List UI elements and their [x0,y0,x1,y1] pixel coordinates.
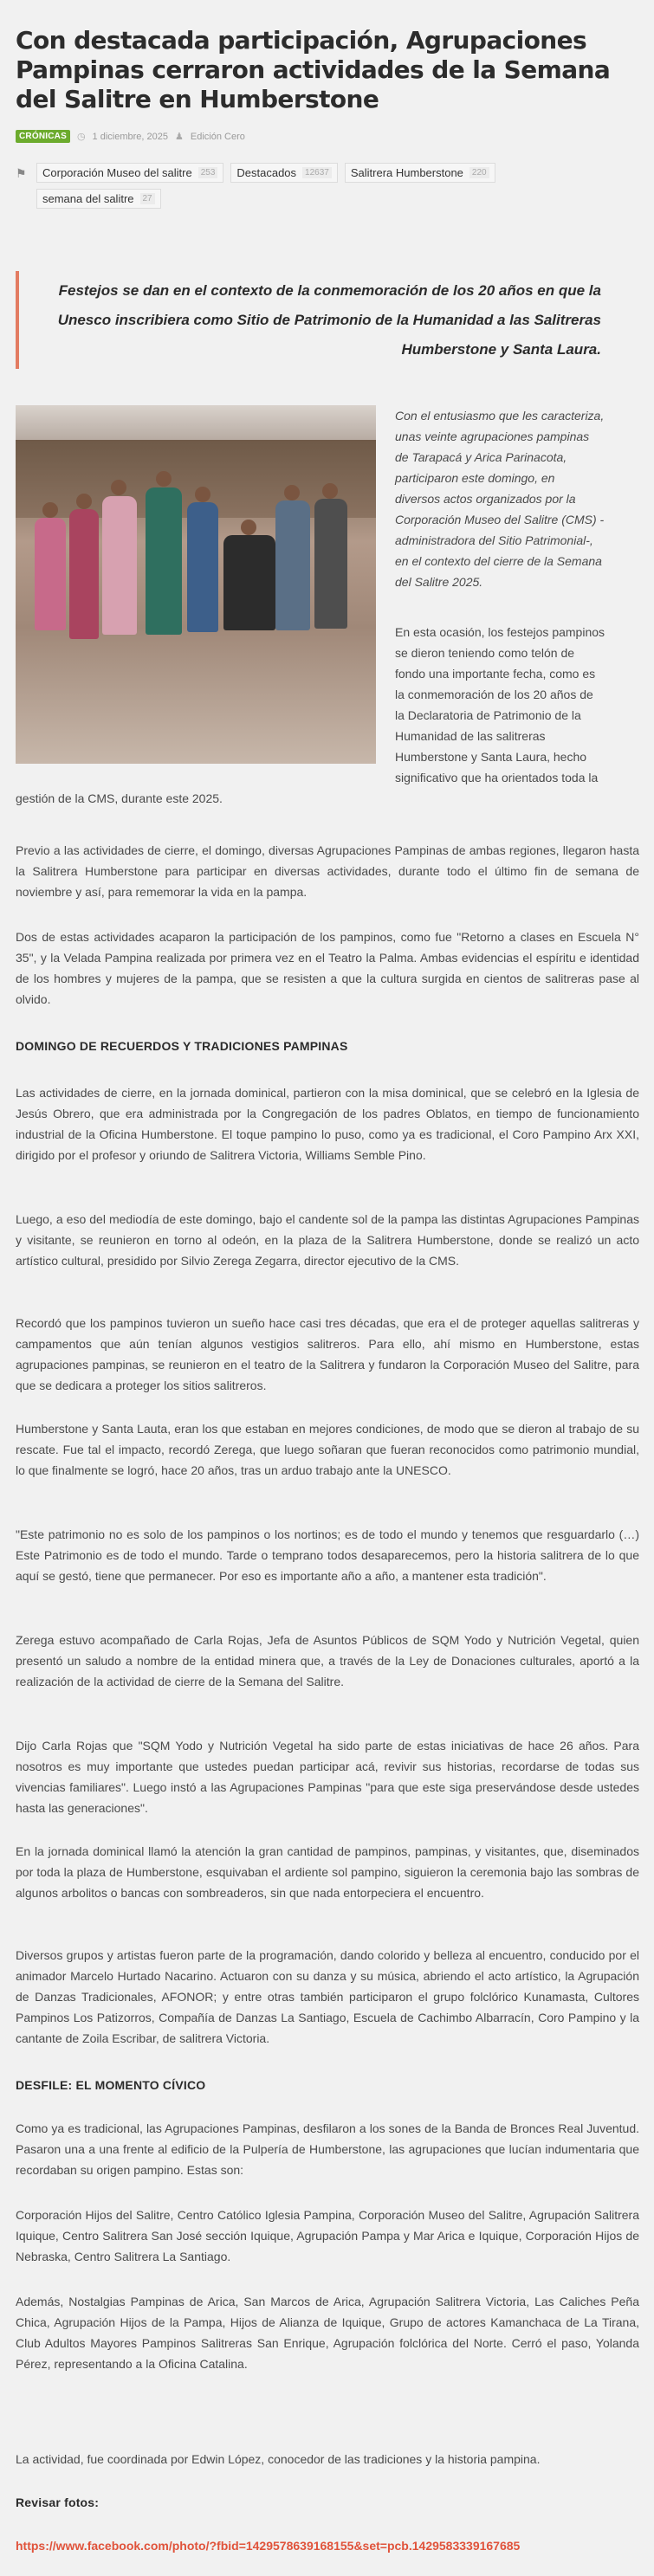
paragraph-15: Corporación Hijos del Salitre, Centro Católico Iglesia Pampina, Corporación Museo del Salitre, Agrupación Salitrera Iquique, Centro Salitrera San José sección Iquique, Agrupación Pampa y Mar Arica e Iquique, Corporación Hijos de Nebraska, Centro Salitrera La Santiago. [16,2208,639,2263]
tag-count: 27 [140,193,155,204]
paragraph-2-tail: gestión de la CMS, durante este 2025. [16,791,223,805]
intro-paragraph: Con el entusiasmo que les caracteriza, unas veinte agrupaciones pampinas de Tarapacá y Arica Parinacota, participaron este domingo, en diversos actos organizados por la Corporación Museo del Salitre (CMS) - administradora del Sitio Patrimonial-, en el contexto del cierre de la Semana del Salitre 2025. [395,409,605,589]
paragraph-6: Luego, a eso del mediodía de este domingo, bajo el candente sol de la pampa las distintas Agrupaciones Pampinas y visitante, se reunieron en torno al odeón, en la plaza de la Salitrera Humberstone, donde se realizó un acto artístico cultural, presidido por Silvio Zerega Zegarra, director ejecutivo de la CMS. [16,1212,639,1268]
user-icon: ♟ [175,132,184,142]
paragraph-17: La actividad, fue coordinada por Edwin López, conocedor de las tradiciones y la historia pampina. [16,2452,541,2466]
paragraph-11: Dijo Carla Rojas que "SQM Yodo y Nutrición Vegetal ha sido parte de estas iniciativas de hace 26 años. Para nosotros es muy importante que ustedes puedan participar acá, revivir sus historias, recordarse de todas sus vivencias familiares". Luego instó a las Agrupaciones Pampinas "para que este siga preservándose desde ustedes hasta las generaciones". [16,1739,639,1815]
author-name[interactable]: Edición Cero [190,131,245,142]
paragraph-12: En la jornada dominical llamó la atención la gran cantidad de pampinos, pampinas, y visitantes, que, diseminados por toda la plaza de Humberstone, esquivaban el ardiente sol pampino, siguieron la ceremonia bajo las sombras de algunos arbolitos o bancas con sombreaderos, sin que nada entorpeciera el encuentro. [16,1844,639,1900]
article-title: Con destacada participación, Agrupaciones Pampinas cerraron actividades de la Semana del Salitre en Humberstone [16,26,611,113]
paragraph-8: Humberstone y Santa Lauta, eran los que estaban en mejores condiciones, de modo que se dieron al trabajo de su rescate. Fue tal el impacto, recordó Zerega, que luego soñaran que fueran reconocidos como patrimonio mundial, lo que finalmente se logró, hace 20 años, tras un arduo trabajo ante la UNESCO. [16,1422,639,1477]
tag-label: Destacados [236,166,297,179]
review-photos-heading: Revisar fotos: [16,2495,100,2509]
paragraph-13: Diversos grupos y artistas fueron parte de la programación, dando colorido y belleza al encuentro, conducido por el animador Marcelo Hurtado Nacarino. Actuaron con su danza y su música, abriendo el acto artístico, la Agrupación de Danzas Tradicionales, AFONOR; y entre otras también participaron el grupo folclórico Kunamasta, Cultores Pampinos Los Patizorros, Compañía de Danzas La Santiago, Escuela de Cachimbo Albarracín, Coro Pampino y la cantante de Zoila Escribar, de salitrera Victoria. [16,1948,639,2045]
tag-label: semana del salitre [42,192,134,205]
tag-item[interactable] [345,163,495,183]
tag-count: 220 [469,167,489,178]
tag-item[interactable] [36,163,223,183]
tag-count: 253 [198,167,218,178]
paragraph-5: Las actividades de cierre, en la jornada dominical, partieron con la misa dominical, que se celebró en la Iglesia de Jesús Obrero, que era administrada por la Congregación de los padres Oblatos, en tiempo de funcionamiento industrial de la Oficina Humberstone. El toque pampino lo puso, como ya es tradicional, el Coro Pampino Arx XXI, dirigido por el profesor y oriundo de Salitrera Victoria, Williams Semble Pino. [16,1086,639,1162]
paragraph-9: "Este patrimonio no es solo de los pampinos o los nortinos; es de todo el mundo y tenemos que resguardarlo (…) Este Patrimonio es de todo el mundo. Tarde o temprano todos desaparecemos, pero la historia salitrera de lo que aquí se gestó, tiene que permanecer. Por eso es importante año a año, a mantener esta tradición". [16,1527,639,1583]
paragraph-10: Zerega estuvo acompañado de Carla Rojas, Jefa de Asuntos Públicos de SQM Yodo y Nutrición Vegetal, quien presentó un saludo a nombre de la entidad minera que, a través de la Ley de Donaciones culturales, aportó a la realización de la actividad de cierre de la Semana del Salitre. [16,1633,639,1688]
tag-count: 12637 [302,167,332,178]
article-meta [16,130,245,143]
category-badge[interactable]: CRÓNICAS [16,130,70,143]
facebook-photos-link[interactable]: https://www.facebook.com/photo/?fbid=1429578639168155&set=pcb.1429583339167685 [16,2539,521,2553]
tag-item[interactable] [230,163,337,183]
tag-item[interactable] [36,189,161,209]
tag-list [36,163,608,209]
paragraph-3: Previo a las actividades de cierre, el domingo, diversas Agrupaciones Pampinas de ambas regiones, llegaron hasta la Salitrera Humberstone para participar en diversas actividades, durante todo el último fin de semana de noviembre y así, para rememorar la vida en la pampa. [16,843,639,899]
tag-label: Corporación Museo del salitre [42,166,192,179]
article-photo[interactable] [16,405,376,764]
paragraph-7: Recordó que los pampinos tuvieron un sueño hace casi tres décadas, que era el de proteger aquellas salitreras y campamentos que aún tenían algunos vestigios salitreros. Para ello, ahí mismo en Humberstone, estas agrupaciones pampinas, se reunieron en el teatro de la Salitrera y fundaron la Corporación Museo del Salitre, para que se dedicara a proteger los sitios salitreros. [16,1316,639,1392]
paragraph-4: Dos de estas actividades acaparon la participación de los pampinos, como fue "Retorno a clases en Escuela N° 35", y la Velada Pampina realizada por primera vez en el Teatro la Palma. Ambas evidencias el espíritu e identidad de los hombres y mujeres de la pampa, que se resisten a que la cultura surgida en cientos de salitreras pase al olvido. [16,930,639,1006]
pull-quote: Festejos se dan en el contexto de la conmemoración de los 20 años en que la Unesco inscribiera como Sitio de Patrimonio de la Humanidad a las Salitreras Humberstone y Santa Laura. [16,271,622,369]
publish-date: 1 diciembre, 2025 [92,131,168,142]
paragraph-14: Como ya es tradicional, las Agrupaciones Pampinas, desfilaron a los sones de la Banda de Bronces Real Juventud. Pasaron una a una frente al edificio de la Pulpería de Humberstone, las agrupaciones que lucían indumentaria que recordaban su origen pampino. Estas son: [16,2121,639,2177]
tag-label: Salitrera Humberstone [350,166,463,179]
tags-icon: ⚑ [16,166,27,180]
section-heading-desfile: DESFILE: EL MOMENTO CÍVICO [16,2078,206,2092]
calendar-icon: ◷ [76,132,86,142]
paragraph-2: En esta ocasión, los festejos pampinos se dieron teniendo como telón de fondo una importante fecha, como es la conmemoración de los 20 años de la Declaratoria de Patrimonio de la Humanidad de las salitreras Humberstone y Santa Laura, hecho significativo que ha orientados toda la [395,625,605,784]
paragraph-16: Además, Nostalgias Pampinas de Arica, San Marcos de Arica, Agrupación Salitrera Victoria, Las Caliches Peña Chica, Agrupación Hijos de la Pampa, Hijos de Alianza de Iquique, Grupo de actores Kamanchaca de La Tirana, Club Adultos Mayores Pampinos Salitreras San Enrique, Agrupación folclórica del Norte. Cerró el paso, Yolanda Pérez, representando a la Oficina Catalina. [16,2295,639,2371]
section-heading-domingo: DOMINGO DE RECUERDOS Y TRADICIONES PAMPINAS [16,1039,348,1053]
